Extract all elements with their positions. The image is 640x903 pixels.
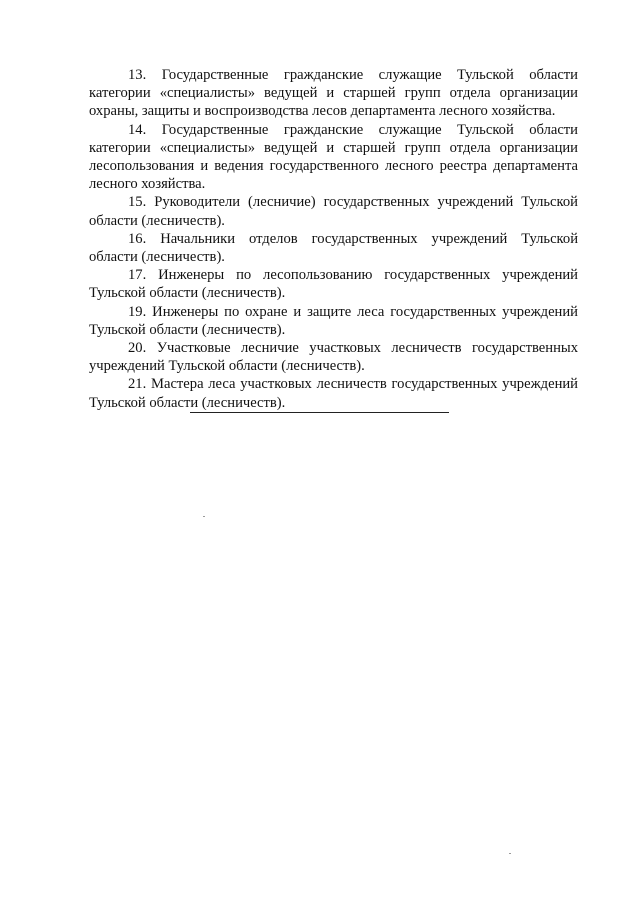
item-text: Руководители (лесничие) государственных учреждений Тульской области (лесничеств).	[89, 194, 578, 229]
list-item-14	[89, 121, 578, 194]
item-text: Начальники отделов государственных учреждений Тульской области (лесничеств).	[89, 230, 579, 266]
item-number: 17.	[128, 267, 147, 284]
list-item-15	[89, 193, 578, 229]
scan-speck	[203, 516, 205, 517]
item-number: 13.	[128, 67, 147, 83]
item-text: Участковые лесничие участковых лесничеств государственных учреждений Тульской области (лесничеств).	[89, 340, 578, 375]
list-item-16	[89, 230, 578, 266]
item-text: Мастера леса участковых лесничеств государственных учреждений Тульской области (лесничеств).	[89, 376, 578, 411]
item-number: 19.	[128, 303, 147, 320]
item-number: 14.	[128, 121, 147, 138]
list-item-17	[89, 266, 578, 302]
item-text: Государственные гражданские служащие Тульской области категории «специалисты» ведущей и старшей групп отдела организации охраны, защиты и воспроизводства лесов департамента лесного хозяйства.	[89, 67, 578, 120]
list-item-13	[89, 66, 578, 121]
document-body	[89, 66, 578, 412]
item-number: 20.	[128, 340, 147, 357]
list-item-20	[89, 339, 578, 375]
list-item-19	[89, 303, 578, 339]
item-number: 16.	[128, 230, 147, 247]
closing-rule	[190, 412, 449, 413]
item-number: 21.	[128, 376, 147, 393]
item-text: Инженеры по охране и защите леса государственных учреждений Тульской области (лесничеств).	[89, 303, 578, 338]
item-number: 15.	[128, 194, 147, 211]
list-item-21	[89, 375, 578, 411]
item-text: Государственные гражданские служащие Тульской области категории «специалисты» ведущей и старшей групп отдела организации лесопользования и ведения государственного лесного реестра департамента лесного хозяйства.	[89, 121, 578, 193]
item-text: Инженеры по лесопользованию государственных учреждений Тульской области (лесничеств).	[89, 267, 578, 302]
scan-speck	[509, 853, 511, 854]
